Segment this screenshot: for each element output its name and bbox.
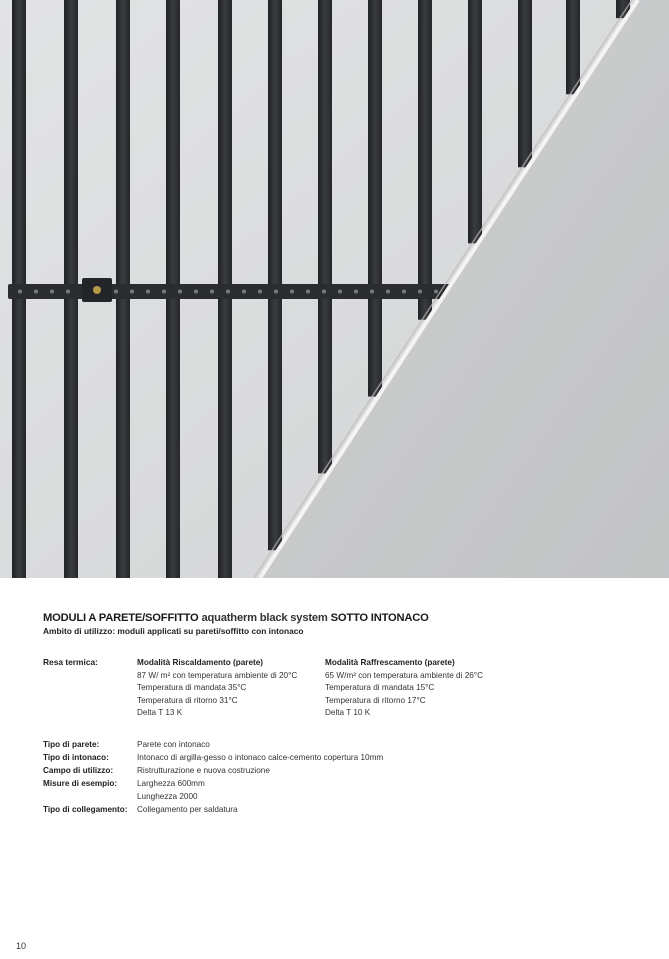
bar-hole xyxy=(34,290,38,294)
bar-hole xyxy=(50,290,54,294)
bar-hole xyxy=(306,290,310,294)
spec-value: Ristrutturazione e nuova costruzione xyxy=(137,766,270,775)
spec-row xyxy=(43,777,643,790)
content xyxy=(43,612,643,814)
page-title xyxy=(43,612,643,624)
spec-key: Tipo di parete: xyxy=(43,740,100,749)
bar-hole xyxy=(402,290,406,294)
pipe xyxy=(566,0,580,94)
bar-hole xyxy=(418,290,422,294)
spec-key: Campo di utilizzo: xyxy=(43,766,114,775)
bar-hole xyxy=(210,290,214,294)
pipe xyxy=(318,0,332,473)
spec-row xyxy=(43,751,643,764)
spec-value: Intonaco di argilla-gesso o intonaco calce-cemento copertura 10mm xyxy=(137,753,384,762)
bar-hole xyxy=(386,290,390,294)
bar-hole xyxy=(226,290,230,294)
spec-row xyxy=(43,738,643,751)
cooling-line: Temperatura di ritorno 17°C xyxy=(325,695,426,705)
bar-hole xyxy=(114,290,118,294)
spec-value: Collegamento per saldatura xyxy=(137,805,238,814)
pipe xyxy=(268,0,282,550)
spec-value: Larghezza 600mm xyxy=(137,779,205,788)
spec-row xyxy=(43,803,643,816)
heating-column xyxy=(137,657,297,720)
title-suffix: SOTTO INTONACO xyxy=(327,612,429,624)
resa-label: Resa termica: xyxy=(43,657,98,667)
spec-key: Tipo di intonaco: xyxy=(43,753,109,762)
pipe xyxy=(368,0,382,397)
specs-list xyxy=(43,738,643,816)
spec-value: Parete con intonaco xyxy=(137,740,210,749)
spec-value: Lunghezza 2000 xyxy=(137,792,198,801)
bar-hole xyxy=(370,290,374,294)
heating-line: 87 W/ m² con temperatura ambiente di 20°C xyxy=(137,670,298,680)
cooling-line: Temperatura di mandata 15°C xyxy=(325,683,435,692)
bar-hole xyxy=(242,290,246,294)
bar-hole xyxy=(130,290,134,294)
bar-hole xyxy=(290,290,294,294)
bar-hole xyxy=(322,290,326,294)
page-number: 10 xyxy=(16,941,27,951)
cooling-line: 65 W/m² con temperatura ambiente di 26°C xyxy=(325,670,483,680)
bar-hole xyxy=(18,290,22,294)
pipe xyxy=(518,0,532,167)
spec-row xyxy=(43,790,643,803)
heating-line: Delta T 13 K xyxy=(137,708,183,717)
bar-hole xyxy=(274,290,278,294)
subtitle: Ambito di utilizzo: moduli applicati su pareti/soffitto con intonaco xyxy=(43,626,304,636)
bar-hole xyxy=(338,290,342,294)
bar-hole xyxy=(434,290,438,294)
bar-hole xyxy=(194,290,198,294)
bar-hole xyxy=(162,290,166,294)
pipe xyxy=(418,0,432,320)
bar-hole xyxy=(258,290,262,294)
heating-line: Temperatura di ritorno 31°C xyxy=(137,695,238,705)
cooling-heading: Modalità Raffrescamento (parete) xyxy=(325,658,455,667)
title-main: MODULI A PARETE/SOFFITTO xyxy=(43,612,202,624)
spec-row xyxy=(43,764,643,777)
bar-hole xyxy=(354,290,358,294)
title-brand: aquatherm black system xyxy=(201,612,328,624)
heating-line: Temperatura di mandata 35°C xyxy=(137,683,247,692)
cooling-line: Delta T 10 K xyxy=(325,708,371,717)
spec-key: Tipo di collegamento: xyxy=(43,805,128,814)
bar-hole xyxy=(146,290,150,294)
bar-hole xyxy=(66,290,70,294)
spec-key: Misure di esempio: xyxy=(43,779,118,788)
cooling-column xyxy=(325,657,483,720)
pipe xyxy=(468,0,482,243)
bar-hole xyxy=(178,290,182,294)
heating-heading: Modalità Riscaldamento (parete) xyxy=(137,658,264,667)
